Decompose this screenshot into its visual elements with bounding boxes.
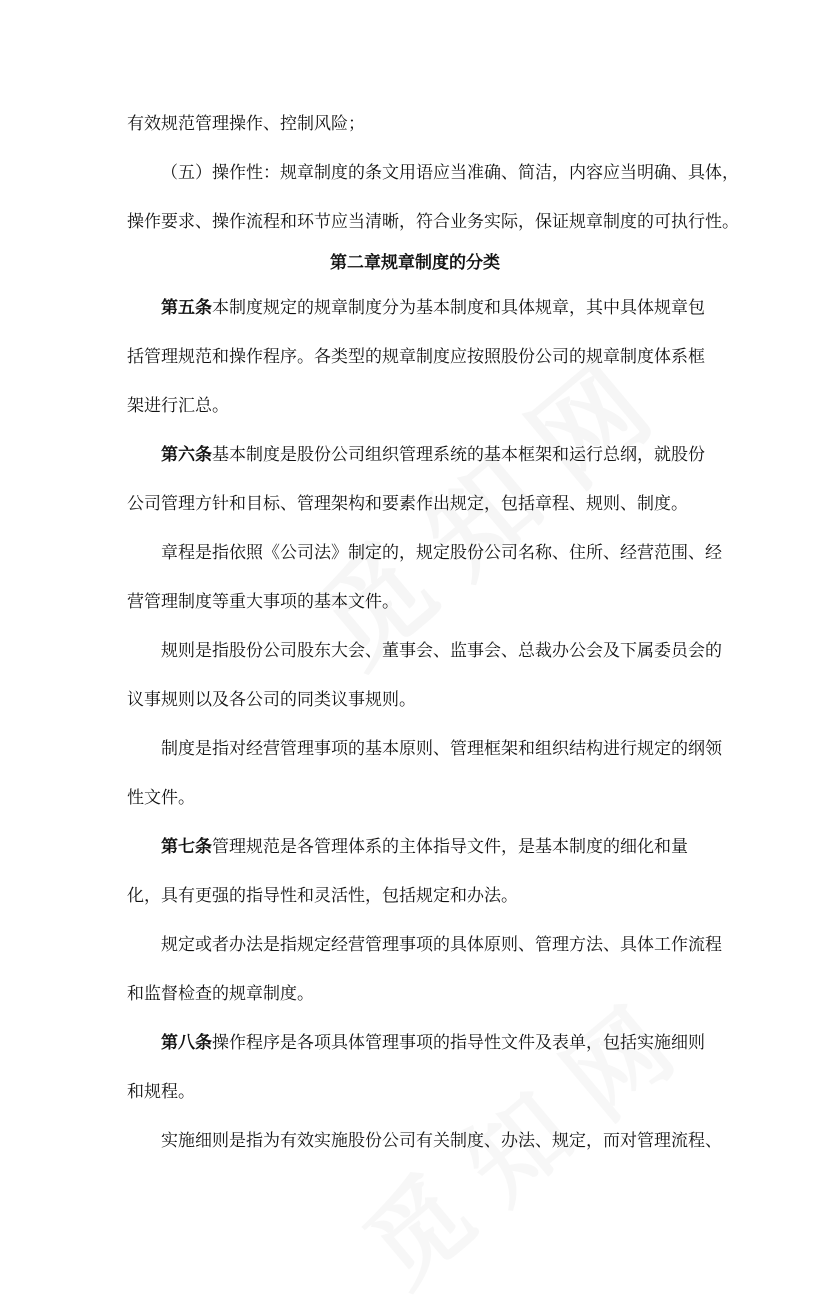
paragraph-line: 有效规范管理操作、控制风险；	[127, 114, 365, 134]
article-label: 第八条	[161, 1033, 212, 1053]
paragraph-line: 营管理制度等重大事项的基本文件。	[127, 592, 399, 612]
paragraph-line: 括管理规范和操作程序。各类型的规章制度应按照股份公司的规章制度体系框	[127, 347, 705, 367]
paragraph-line: 性文件。	[127, 788, 195, 808]
paragraph-line: 规则是指股份公司股东大会、董事会、监事会、总裁办公会及下属委员会的	[161, 641, 722, 661]
paragraph-line: 和监督检查的规章制度。	[127, 984, 314, 1004]
document-body	[127, 106, 739, 1160]
paragraph-line: 操作要求、操作流程和环节应当清晰，符合业务实际，保证规章制度的可执行性。	[127, 212, 739, 232]
paragraph-line: 公司管理方针和目标、管理架构和要素作出规定，包括章程、规则、制度。	[127, 494, 688, 514]
article-label: 第七条	[161, 837, 212, 857]
paragraph-line: （五）操作性：规章制度的条文用语应当准确、简洁，内容应当明确、具体，	[161, 163, 739, 183]
paragraph-line: 规定或者办法是指规定经营管理事项的具体原则、管理方法、具体工作流程	[161, 935, 722, 955]
article-text: 基本制度是股份公司组织管理系统的基本框架和运行总纲，就股份	[212, 445, 705, 465]
paragraph-line	[127, 437, 703, 474]
article-text: 操作程序是各项具体管理事项的指导性文件及表单，包括实施细则	[212, 1033, 705, 1053]
article-text: 管理规范是各管理体系的主体指导文件，是基本制度的细化和量	[212, 837, 688, 857]
paragraph-line: 议事规则以及各公司的同类议事规则。	[127, 690, 416, 710]
paragraph-line	[127, 290, 703, 327]
paragraph-line: 架进行汇总。	[127, 396, 229, 416]
paragraph-line: 和规程。	[127, 1082, 195, 1102]
paragraph-line: 章程是指依照《公司法》制定的，规定股份公司名称、住所、经营范围、经	[161, 543, 722, 563]
paragraph-line: 实施细则是指为有效实施股份公司有关制度、办法、规定，而对管理流程、	[161, 1131, 722, 1151]
article-label: 第六条	[161, 445, 212, 465]
article-label: 第五条	[161, 298, 212, 318]
paragraph-line	[127, 829, 703, 866]
paragraph-line	[127, 1025, 703, 1062]
paragraph-line: 制度是指对经营管理事项的基本原则、管理框架和组织结构进行规定的纲领	[161, 739, 722, 759]
paragraph-line: 化，具有更强的指导性和灵活性，包括规定和办法。	[127, 886, 518, 906]
chapter-heading: 第二章规章制度的分类	[330, 253, 500, 273]
article-text: 本制度规定的规章制度分为基本制度和具体规章，其中具体规章包	[212, 298, 705, 318]
